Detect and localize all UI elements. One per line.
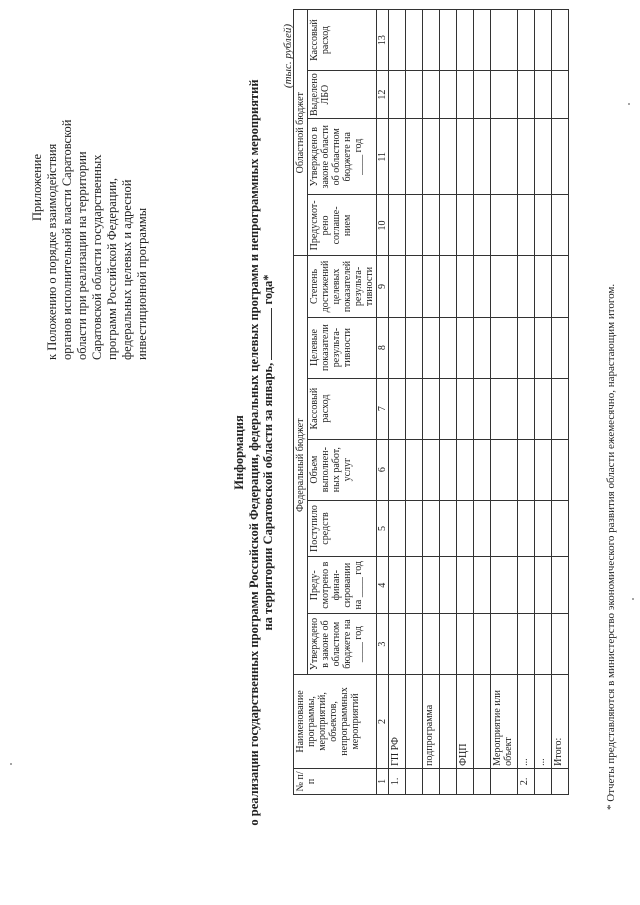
empty-cell [457, 557, 474, 614]
empty-cell [491, 71, 518, 119]
empty-cell [423, 439, 440, 500]
table-row [457, 10, 474, 795]
empty-cell [518, 439, 535, 500]
appendix-line: органов исполнительной власти Саратовской [60, 119, 74, 360]
row-num [406, 768, 423, 794]
empty-cell [535, 71, 552, 119]
empty-cell [474, 256, 491, 317]
header-federal-col: Поступило средств [308, 500, 377, 557]
empty-cell [440, 71, 457, 119]
empty-cell [423, 71, 440, 119]
column-number: 2 [377, 675, 389, 769]
year-blank [271, 334, 272, 360]
column-number-row [377, 10, 389, 795]
empty-cell [406, 71, 423, 119]
empty-cell [518, 378, 535, 439]
row-name: ГП РФ [389, 675, 406, 769]
empty-cell [457, 614, 474, 675]
header-federal-col: Степень достижений целевых показателей результа-тивности [308, 256, 377, 317]
empty-cell [457, 378, 474, 439]
appendix-block [30, 15, 150, 360]
header-federal-col: Преду-смотрено в финан-сировании на ____ год [308, 557, 377, 614]
header-regional-col: Кассовый расход [308, 10, 377, 71]
empty-cell [491, 195, 518, 256]
empty-cell [423, 256, 440, 317]
empty-cell [440, 317, 457, 378]
empty-cell [406, 439, 423, 500]
empty-cell [406, 557, 423, 614]
report-heading [232, 0, 276, 905]
table-row [518, 10, 535, 795]
column-number: 7 [377, 378, 389, 439]
empty-cell [389, 557, 406, 614]
row-num [552, 768, 569, 794]
empty-cell [440, 119, 457, 195]
empty-cell [518, 10, 535, 71]
table-body [389, 10, 569, 795]
appendix-line: Саратовской области государственных [90, 154, 104, 360]
column-number: 9 [377, 256, 389, 317]
empty-cell [491, 119, 518, 195]
appendix-line: программ Российской Федерации, [105, 178, 119, 360]
empty-cell [423, 10, 440, 71]
scan-speck [10, 763, 12, 765]
empty-cell [389, 439, 406, 500]
header-federal-col: Объем выполнен-ных работ, услуг [308, 439, 377, 500]
empty-cell [474, 439, 491, 500]
empty-cell [552, 10, 569, 71]
empty-cell [457, 256, 474, 317]
appendix-line: к Положению о порядке взаимодействия [45, 143, 59, 360]
empty-cell [535, 439, 552, 500]
empty-cell [457, 317, 474, 378]
column-number: 11 [377, 119, 389, 195]
table-row [552, 10, 569, 795]
empty-cell [440, 557, 457, 614]
row-num: 2. [518, 768, 535, 794]
row-name: подпрограмма [423, 675, 440, 769]
row-name [474, 675, 491, 769]
column-number: 6 [377, 439, 389, 500]
empty-cell [535, 378, 552, 439]
empty-cell [457, 439, 474, 500]
empty-cell [440, 195, 457, 256]
empty-cell [552, 256, 569, 317]
scan-speck [632, 598, 634, 600]
row-num [491, 768, 518, 794]
row-num [423, 768, 440, 794]
empty-cell [552, 378, 569, 439]
empty-cell [491, 10, 518, 71]
empty-cell [552, 500, 569, 557]
empty-cell [518, 119, 535, 195]
empty-cell [406, 614, 423, 675]
empty-cell [440, 439, 457, 500]
empty-cell [518, 614, 535, 675]
heading-line-2 [261, 0, 276, 905]
empty-cell [552, 439, 569, 500]
empty-cell [518, 500, 535, 557]
empty-cell [474, 317, 491, 378]
empty-cell [406, 119, 423, 195]
empty-cell [389, 614, 406, 675]
empty-cell [457, 10, 474, 71]
empty-cell [535, 119, 552, 195]
row-num: 1. [389, 768, 406, 794]
header-regional-col: Утверждено в законе области об областном бюджете на ____ год [308, 119, 377, 195]
empty-cell [406, 378, 423, 439]
empty-cell [389, 71, 406, 119]
empty-cell [491, 317, 518, 378]
empty-cell [423, 119, 440, 195]
row-num [440, 768, 457, 794]
empty-cell [491, 439, 518, 500]
appendix-line: федеральных целевых и адресной [120, 179, 134, 360]
empty-cell [491, 557, 518, 614]
column-number: 3 [377, 614, 389, 675]
empty-cell [518, 256, 535, 317]
header-regional-col: Выделено ЛБО [308, 71, 377, 119]
empty-cell [491, 614, 518, 675]
column-number: 5 [377, 500, 389, 557]
empty-cell [474, 195, 491, 256]
empty-cell [474, 557, 491, 614]
empty-cell [406, 195, 423, 256]
empty-cell [474, 500, 491, 557]
empty-cell [552, 71, 569, 119]
row-num [474, 768, 491, 794]
appendix-title: Приложение [30, 153, 44, 222]
empty-cell [457, 71, 474, 119]
empty-cell [552, 195, 569, 256]
column-number: 10 [377, 195, 389, 256]
empty-cell [491, 378, 518, 439]
empty-cell [440, 10, 457, 71]
row-name: ... [518, 675, 535, 769]
empty-cell [457, 119, 474, 195]
empty-cell [552, 557, 569, 614]
empty-cell [389, 256, 406, 317]
empty-cell [491, 256, 518, 317]
appendix-line: инвестиционной программы [135, 207, 149, 360]
empty-cell [457, 195, 474, 256]
column-number: 4 [377, 557, 389, 614]
row-num [535, 768, 552, 794]
header-regional-col: Предусмот-рено соглаше-нием [308, 195, 377, 256]
empty-cell [518, 317, 535, 378]
empty-cell [535, 557, 552, 614]
empty-cell [423, 317, 440, 378]
footnote: * Отчеты представляются в министерство экономического развития области ежемесячно, нарастающим итогом. [605, 283, 617, 810]
heading-title: Информация [232, 415, 246, 490]
row-name: ... [535, 675, 552, 769]
table-row [491, 10, 518, 795]
empty-cell [474, 614, 491, 675]
header-name: Наименование программы, мероприятий, объектов, непрограммных мероприятий [294, 675, 377, 769]
scan-speck [628, 103, 630, 105]
report-table [293, 9, 569, 795]
empty-cell [535, 195, 552, 256]
row-name: ФЦП [457, 675, 474, 769]
table-row [440, 10, 457, 795]
empty-cell [423, 500, 440, 557]
header-federal-col: Утверждено в законе об областном бюджете на ____ год [308, 614, 377, 675]
empty-cell [474, 10, 491, 71]
table-row [474, 10, 491, 795]
table-row [535, 10, 552, 795]
column-number: 8 [377, 317, 389, 378]
empty-cell [389, 10, 406, 71]
empty-cell [406, 317, 423, 378]
empty-cell [535, 500, 552, 557]
appendix-line: области при реализации на территории [75, 151, 89, 360]
empty-cell [518, 71, 535, 119]
year-blank [271, 308, 272, 334]
empty-cell [406, 500, 423, 557]
empty-cell [423, 614, 440, 675]
header-federal-col: Кассовый расход [308, 378, 377, 439]
empty-cell [474, 378, 491, 439]
empty-cell [389, 195, 406, 256]
empty-cell [440, 614, 457, 675]
units-label: (тыс. рублей) [282, 24, 294, 89]
empty-cell [474, 119, 491, 195]
empty-cell [552, 317, 569, 378]
empty-cell [406, 256, 423, 317]
column-number: 1 [377, 768, 389, 794]
empty-cell [389, 317, 406, 378]
empty-cell [535, 10, 552, 71]
empty-cell [474, 71, 491, 119]
empty-cell [491, 500, 518, 557]
column-number: 12 [377, 71, 389, 119]
empty-cell [552, 614, 569, 675]
table-row [406, 10, 423, 795]
empty-cell [440, 256, 457, 317]
table-row [389, 10, 406, 795]
empty-cell [423, 195, 440, 256]
empty-cell [440, 378, 457, 439]
empty-cell [457, 500, 474, 557]
row-name: Мероприятие или объект [491, 675, 518, 769]
empty-cell [552, 119, 569, 195]
heading-line-2-suffix: года* [261, 274, 275, 305]
empty-cell [389, 119, 406, 195]
header-federal-col: Целевые показатели результа-тивности [308, 317, 377, 378]
header-num: № п/п [294, 768, 377, 794]
empty-cell [535, 317, 552, 378]
empty-cell [389, 378, 406, 439]
empty-cell [423, 378, 440, 439]
row-name: Итого: [552, 675, 569, 769]
heading-line-2-prefix: на территории Саратовской области за январь, [261, 362, 275, 631]
empty-cell [535, 614, 552, 675]
empty-cell [518, 557, 535, 614]
empty-cell [535, 256, 552, 317]
column-number: 13 [377, 10, 389, 71]
empty-cell [406, 10, 423, 71]
empty-cell [518, 195, 535, 256]
header-federal-budget: Федеральный бюджет [294, 256, 308, 675]
header-regional-budget: Областной бюджет [294, 10, 308, 256]
heading-line-1: о реализации государственных программ Российской Федерации, федеральных целевых программ и непрограммных мероприятий [246, 79, 261, 826]
empty-cell [423, 557, 440, 614]
row-name [440, 675, 457, 769]
table-row [423, 10, 440, 795]
row-num [457, 768, 474, 794]
empty-cell [440, 500, 457, 557]
row-name [406, 675, 423, 769]
empty-cell [389, 500, 406, 557]
